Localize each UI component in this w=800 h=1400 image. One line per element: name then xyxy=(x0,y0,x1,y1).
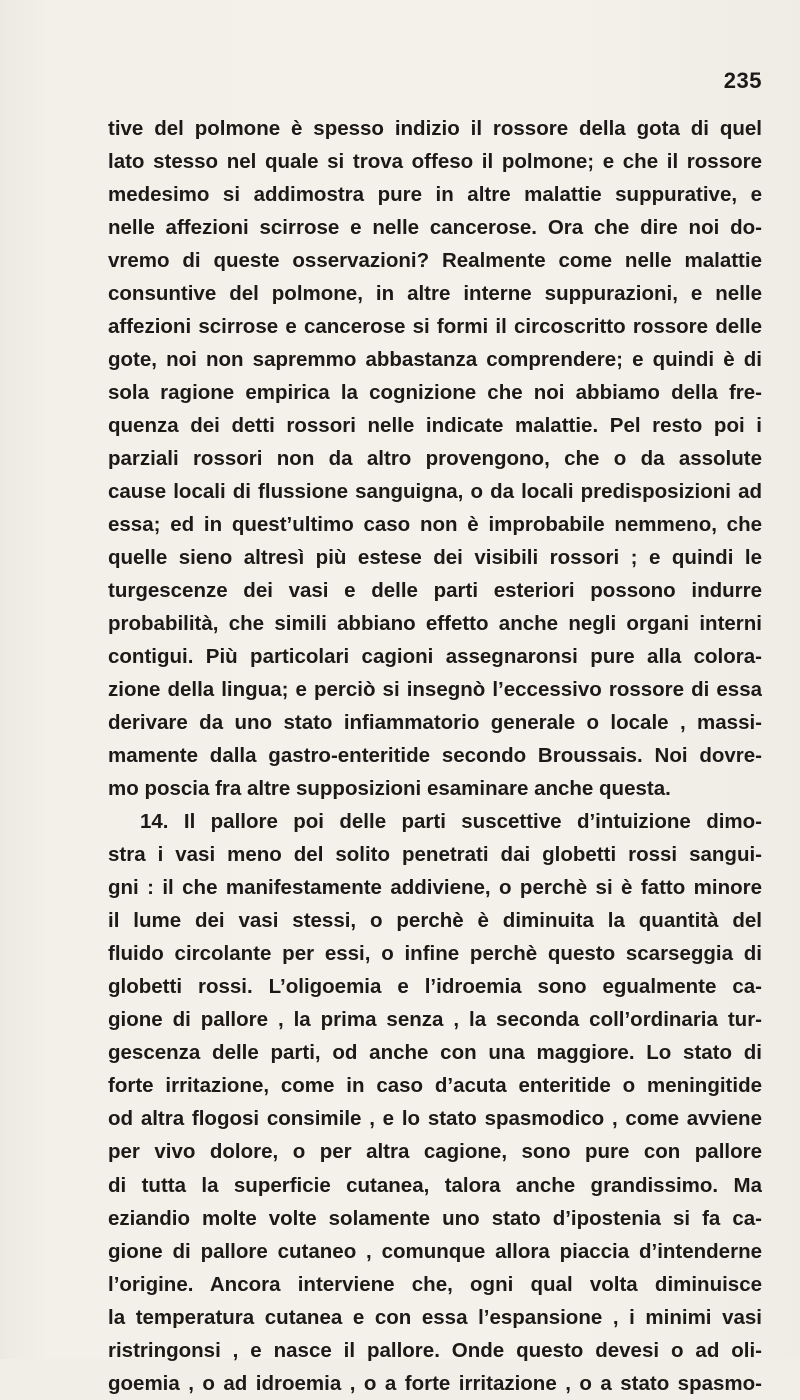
text-line: forte irritazione, come in caso d’acuta enteritide o meningitide xyxy=(108,1074,762,1098)
text-line: turgescenze dei vasi e delle parti esteriori possono indurre xyxy=(108,579,762,603)
text-line: contigui. Più particolari cagioni assegnaronsi pure alla colora- xyxy=(108,645,762,669)
text-line: ristringonsi , e nasce il pallore. Onde questo devesi o ad oli- xyxy=(108,1338,762,1362)
text-line: gione di pallore , la prima senza , la seconda coll’ordinaria tur- xyxy=(108,1008,762,1032)
text-line: stra i vasi meno del solito penetrati dai globetti rossi sangui- xyxy=(108,843,762,867)
text-line: di tutta la superficie cutanea, talora anche grandissimo. Ma xyxy=(108,1173,762,1197)
text-line: eziandio molte volte solamente uno stato d’ipostenia si fa ca- xyxy=(108,1206,762,1230)
text-line: 14. Il pallore poi delle parti suscettive d’intuizione dimo- xyxy=(140,810,762,834)
text-line: vremo di queste osservazioni? Realmente come nelle malattie xyxy=(108,249,762,273)
text-line: cause locali di flussione sanguigna, o da locali predisposizioni ad xyxy=(108,480,762,504)
text-line: tive del polmone è spesso indizio il rossore della gota di quel xyxy=(108,117,762,140)
text-line: lato stesso nel quale si trova offeso il polmone; e che il rossore xyxy=(108,150,762,174)
text-line: il lume dei vasi stessi, o perchè è diminuita la quantità del xyxy=(108,909,762,933)
text-line: medesimo si addimostra pure in altre malattie suppurative, e xyxy=(108,183,762,207)
text-line: gescenza delle parti, od anche con una maggiore. Lo stato di xyxy=(108,1041,762,1065)
text-line: consuntive del polmone, in altre interne suppurazioni, e nelle xyxy=(108,282,762,306)
text-line: od altra flogosi consimile , e lo stato spasmodico , come avviene xyxy=(108,1107,762,1131)
text-line: mo poscia fra altre supposizioni esaminare anche questa. xyxy=(108,777,671,801)
text-line: zione della lingua; e perciò si insegnò l’eccessivo rossore di essa xyxy=(108,678,762,702)
text-line: l’origine. Ancora interviene che, ogni qual volta diminuisce xyxy=(108,1272,762,1296)
body-text xyxy=(108,112,762,1400)
text-line: derivare da uno stato infiammatorio generale o locale , massi- xyxy=(108,711,762,735)
text-line: fluido circolante per essi, o infine perchè questo scarseggia di xyxy=(108,942,762,966)
page-number: 235 xyxy=(723,68,762,93)
text-line: quelle sieno altresì più estese dei visibili rossori ; e quindi le xyxy=(108,546,762,570)
text-line: parziali rossori non da altro provengono, che o da assolute xyxy=(108,447,762,471)
text-line: gni : il che manifestamente addiviene, o perchè si è fatto minore xyxy=(108,876,762,900)
text-line: goemia , o ad idroemia , o a forte irritazione , o a stato spasmo- xyxy=(108,1371,762,1395)
text-line: quenza dei detti rossori nelle indicate malattie. Pel resto poi i xyxy=(108,414,762,438)
text-line: essa; ed in quest’ultimo caso non è improbabile nemmeno, che xyxy=(108,513,762,537)
text-line: per vivo dolore, o per altra cagione, sono pure con pallore xyxy=(108,1140,762,1164)
text-line: affezioni scirrose e cancerose si formi il circoscritto rossore delle xyxy=(108,315,762,339)
text-line: sola ragione empirica la cognizione che noi abbiamo della fre- xyxy=(108,381,762,405)
text-line: gote, noi non sapremmo abbastanza comprendere; e quindi è di xyxy=(108,348,762,372)
text-line: nelle affezioni scirrose e nelle cancerose. Ora che dire noi do- xyxy=(108,216,762,240)
text-line: gione di pallore cutaneo , comunque allora piaccia d’intenderne xyxy=(108,1239,762,1263)
text-line: mamente dalla gastro-enteritide secondo Broussais. Noi dovre- xyxy=(108,744,762,768)
text-line: la temperatura cutanea e con essa l’espansione , i minimi vasi xyxy=(108,1305,762,1329)
text-line: probabilità, che simili abbiano effetto anche negli organi interni xyxy=(108,612,762,636)
text-line: globetti rossi. L’oligoemia e l’idroemia sono egualmente ca- xyxy=(108,975,762,999)
